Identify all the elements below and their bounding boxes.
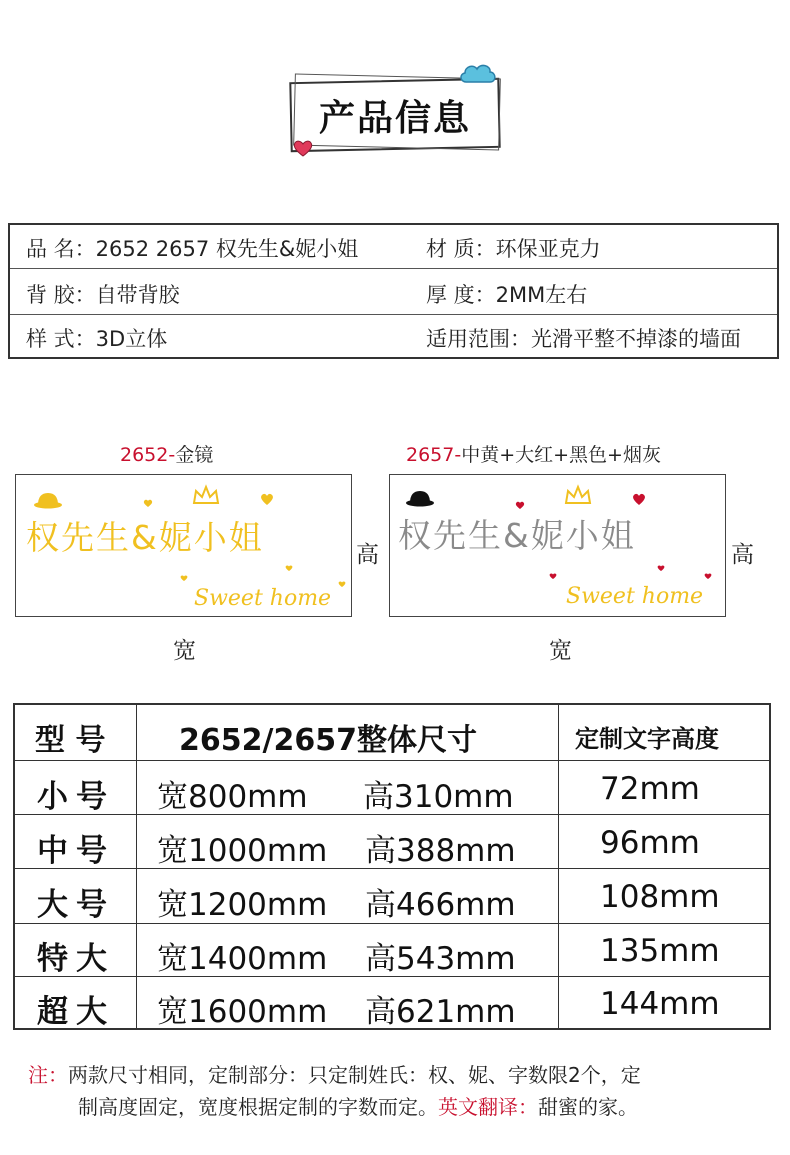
heart-icon bbox=[181, 575, 188, 581]
title-card bbox=[290, 72, 500, 152]
size-height: 高310mm bbox=[363, 779, 514, 815]
info-adhesive: 背 胶：自带背胶 bbox=[26, 283, 180, 307]
heart-icon bbox=[516, 502, 524, 509]
cloud-icon bbox=[458, 60, 498, 86]
size-table bbox=[13, 703, 771, 1030]
note-text: 两款尺寸相同，定制部分：只定制姓氏：权、妮、字数限2个，定 bbox=[68, 1063, 641, 1087]
size-name: 中号 bbox=[37, 833, 115, 869]
column-divider bbox=[136, 705, 137, 1028]
heart-icon bbox=[705, 573, 712, 579]
size-width: 宽800mm bbox=[157, 779, 308, 815]
column-divider bbox=[558, 705, 559, 1028]
size-text-height: 96mm bbox=[600, 825, 700, 861]
info-material: 材 质：环保亚克力 bbox=[426, 237, 601, 261]
hat-icon bbox=[406, 491, 434, 507]
header-model: 型 号 bbox=[35, 723, 106, 758]
sign-preview-multicolor bbox=[390, 475, 727, 618]
info-row bbox=[10, 315, 777, 359]
size-text-height: 72mm bbox=[600, 771, 700, 807]
sample-image-2652 bbox=[15, 474, 352, 617]
info-name: 品 名：2652 2657 权先生&妮小姐 bbox=[26, 237, 359, 261]
size-height: 高621mm bbox=[365, 994, 516, 1030]
heart-icon bbox=[658, 565, 665, 571]
sample-color-name: 金镜 bbox=[175, 444, 214, 466]
crown-icon bbox=[194, 487, 218, 503]
width-label: 宽 bbox=[173, 638, 196, 664]
info-thickness: 厚 度：2MM左右 bbox=[426, 283, 588, 307]
heart-icon bbox=[286, 565, 293, 571]
info-row bbox=[10, 225, 777, 269]
width-label: 宽 bbox=[549, 638, 572, 664]
heart-icon bbox=[261, 494, 273, 505]
size-name: 超大 bbox=[37, 994, 115, 1030]
size-height: 高466mm bbox=[365, 887, 516, 923]
sample-code: 2657- bbox=[406, 444, 462, 466]
sample-caption-2652 bbox=[120, 440, 213, 467]
note-label: 注： bbox=[28, 1063, 68, 1087]
hat-icon bbox=[34, 493, 62, 509]
note-translation-label: 英文翻译： bbox=[438, 1095, 538, 1119]
note-line-1 bbox=[28, 1059, 641, 1088]
sign-preview-gold bbox=[16, 475, 353, 618]
script-text: Sweet home bbox=[194, 586, 332, 611]
heart-icon bbox=[550, 573, 557, 579]
size-text-height: 144mm bbox=[600, 986, 720, 1022]
size-height: 高543mm bbox=[365, 941, 516, 977]
info-row bbox=[10, 271, 777, 315]
note-text: 制高度固定，宽度根据定制的字数而定。 bbox=[78, 1095, 438, 1119]
sample-code: 2652- bbox=[120, 444, 176, 466]
size-width: 宽1600mm bbox=[157, 994, 328, 1030]
sign-text: 权先生&妮小姐 bbox=[398, 516, 636, 555]
note-translation: 甜蜜的家。 bbox=[538, 1095, 638, 1119]
size-width: 宽1400mm bbox=[157, 941, 328, 977]
header-overall-size: 2652/2657整体尺寸 bbox=[179, 723, 477, 758]
size-text-height: 108mm bbox=[600, 879, 720, 915]
size-text-height: 135mm bbox=[600, 933, 720, 969]
sign-text: 权先生&妮小姐 bbox=[26, 518, 264, 557]
heart-icon bbox=[339, 581, 346, 587]
sample-image-2657 bbox=[389, 474, 726, 617]
sample-caption-2657 bbox=[406, 440, 661, 467]
info-style: 样 式：3D立体 bbox=[26, 327, 168, 351]
page-title: 产品信息 bbox=[318, 98, 471, 139]
height-label: 高 bbox=[731, 542, 754, 568]
heart-icon bbox=[633, 494, 645, 505]
size-height: 高388mm bbox=[365, 833, 516, 869]
product-info-table bbox=[8, 223, 779, 359]
heart-icon bbox=[144, 500, 152, 507]
size-name: 特大 bbox=[37, 941, 115, 977]
heart-icon bbox=[292, 138, 314, 158]
size-width: 宽1000mm bbox=[157, 833, 328, 869]
size-name: 小号 bbox=[37, 779, 115, 815]
note-line-2 bbox=[78, 1091, 638, 1120]
height-label: 高 bbox=[356, 542, 379, 568]
crown-icon bbox=[566, 487, 590, 503]
row-divider bbox=[15, 760, 769, 761]
script-text: Sweet home bbox=[566, 584, 704, 609]
header-text-height: 定制文字高度 bbox=[575, 725, 719, 753]
sample-color-name: 中黄+大红+黑色+烟灰 bbox=[461, 444, 661, 466]
size-width: 宽1200mm bbox=[157, 887, 328, 923]
info-usage: 适用范围：光滑平整不掉漆的墙面 bbox=[426, 327, 741, 351]
size-name: 大号 bbox=[37, 887, 115, 923]
